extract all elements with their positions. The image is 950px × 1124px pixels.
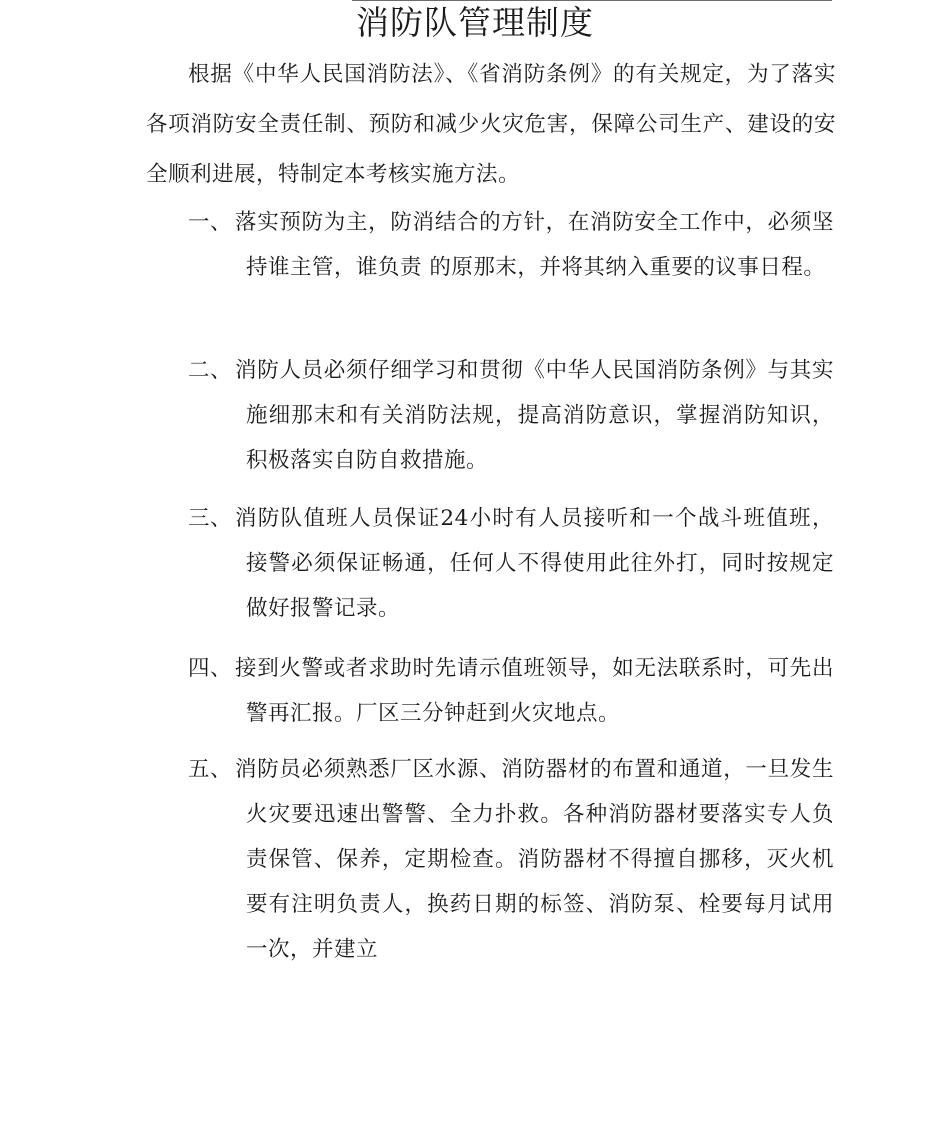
item-text: 消防队值班人员保证24小时有人员接听和一个战斗班值班，接警必须保证畅通，任何人不得使用此往外打，同时按规定做好报警记录。 [235,506,834,621]
list-item [188,348,834,483]
list-item [188,646,834,736]
list-item [188,496,834,631]
item-number: 五、 [188,757,233,782]
list-item [188,747,834,972]
item-number: 三、 [188,506,233,531]
item-text: 消防人员必须仔细学习和贯彻《中华人民国消防条例》与其实施细那末和有关消防法规，提高消防意识，掌握消防知识，积极落实自防自救措施。 [235,358,834,473]
item-number: 一、 [188,210,233,235]
intro-paragraph: 根据《中华人民国消防法》、《省消防条例》的有关规定，为了落实各项消防安全责任制、预防和减少火灾危害，保障公司生产、建设的安全顺利进展，特制定本考核实施方法。 [146,62,836,187]
item-number: 四、 [188,656,233,681]
item-text: 消防员必须熟悉厂区水源、消防器材的布置和通道，一旦发生火灾要迅速出警警、全力扑救。各种消防器材要落实专人负责保管、保养，定期检查。消防器材不得擅自挪移，灭火机要有注明负责人，换药日期的标签、消防泵、栓要每月试用一次，并建立 [235,757,834,962]
list-item [188,200,834,290]
item-number: 二、 [188,358,233,383]
top-rule [352,0,832,1]
item-text: 落实预防为主，防消结合的方针，在消防安全工作中，必须坚持谁主管，谁负责 的原那末，并将其纳入重要的议事日程。 [235,210,834,280]
document-title: 消防队管理制度 [356,3,594,42]
item-text: 接到火警或者求助时先请示值班领导，如无法联系时，可先出警再汇报。厂区三分钟赶到火灾地点。 [235,656,834,726]
